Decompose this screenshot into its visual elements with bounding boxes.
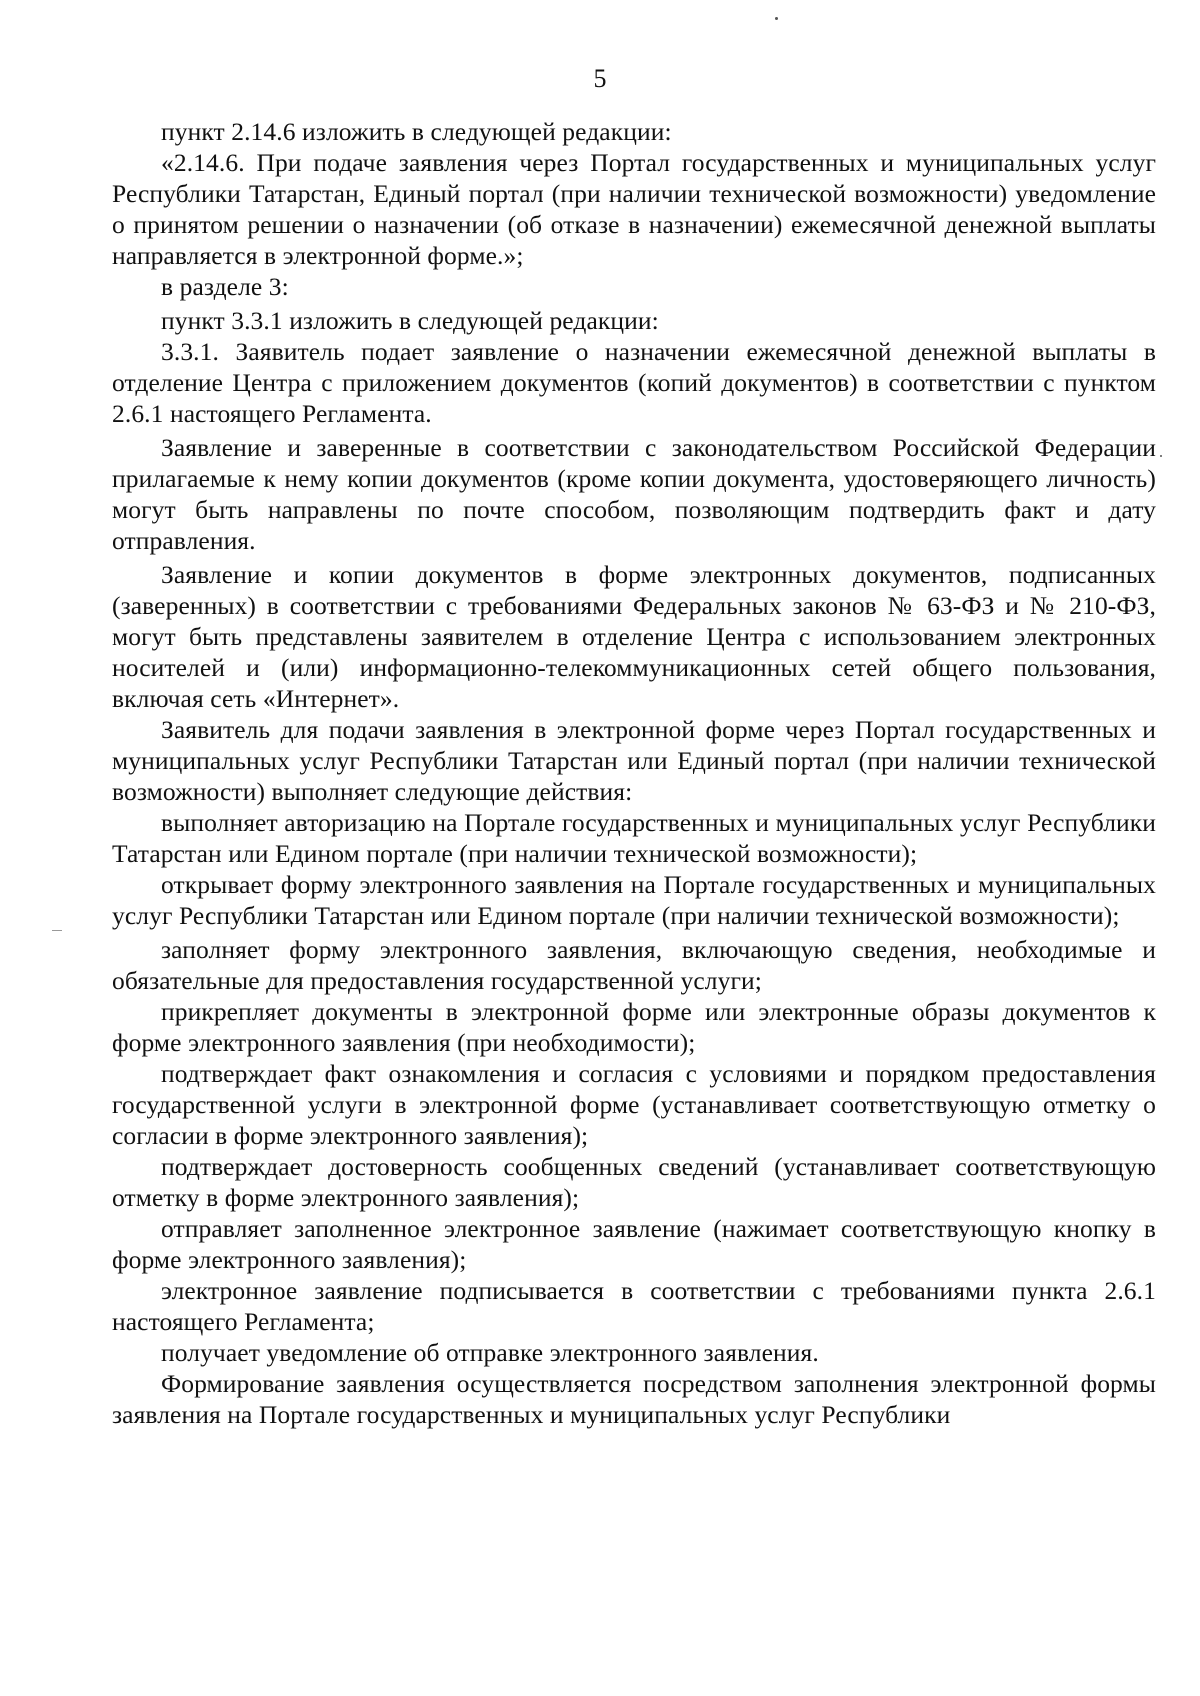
paragraph: пункт 3.3.1 изложить в следующей редакции: xyxy=(161,306,659,335)
paragraph: пункт 2.14.6 изложить в следующей редакции: xyxy=(161,117,672,146)
scan-speck xyxy=(775,17,778,20)
paragraph: Формирование заявления осуществляется посредством заполнения электронной формы заявления на Портале государственных и муниципальных услуг Республики xyxy=(112,1369,1156,1429)
paragraph: Заявление и заверенные в соответствии с законодательством Российской Федерации прилагаемые к нему копии документов (кроме копии документа, удостоверяющего личность) могут быть направлены по почте способом, позволяющим подтвердить факт и дату отправления. xyxy=(112,433,1156,555)
paragraph: Заявление и копии документов в форме электронных документов, подписанных (заверенных) в соответствии с требованиями Федеральных законов № 63-ФЗ и № 210-ФЗ, могут быть представлены заявителем в отделение Центра с использованием электронных носителей и (или) информационно-телекоммуникационных сетей общего пользования, включая сеть «Интернет». xyxy=(112,560,1156,713)
document-body xyxy=(112,116,1156,1430)
paragraph: в разделе 3: xyxy=(161,272,289,301)
list-item: получает уведомление об отправке электронного заявления. xyxy=(161,1338,819,1367)
paragraph: 3.3.1. Заявитель подает заявление о назначении ежемесячной денежной выплаты в отделение Центра с приложением документов (копий документов) в соответствии с пунктом 2.6.1 настоящего Регламента. xyxy=(112,337,1156,428)
list-item: прикрепляет документы в электронной форме или электронные образы документов к форме электронного заявления (при необходимости); xyxy=(112,997,1156,1057)
page-number: 5 xyxy=(593,64,607,93)
list-item: открывает форму электронного заявления на Портале государственных и муниципальных услуг Республики Татарстан или Едином портале (при наличии технической возможности); xyxy=(112,870,1156,930)
list-item: электронное заявление подписывается в соответствии с требованиями пункта 2.6.1 настоящего Регламента; xyxy=(112,1276,1156,1336)
paragraph: «2.14.6. При подаче заявления через Портал государственных и муниципальных услуг Республики Татарстан, Единый портал (при наличии технической возможности) уведомление о принятом решении о назначении (об отказе в назначении) ежемесячной денежной выплаты направляется в электронной форме.»; xyxy=(112,148,1156,270)
list-item: отправляет заполненное электронное заявление (нажимает соответствующую кнопку в форме электронного заявления); xyxy=(112,1214,1156,1274)
list-item: подтверждает факт ознакомления и согласия с условиями и порядком предоставления государственной услуги в электронной форме (устанавливает соответствующую отметку о согласии в форме электронного заявления); xyxy=(112,1059,1156,1150)
list-item: подтверждает достоверность сообщенных сведений (устанавливает соответствующую отметку в форме электронного заявления); xyxy=(112,1152,1156,1212)
list-item: выполняет авторизацию на Портале государственных и муниципальных услуг Республики Татарстан или Едином портале (при наличии технической возможности); xyxy=(112,808,1156,868)
scan-speck xyxy=(52,930,62,931)
list-item: заполняет форму электронного заявления, включающую сведения, необходимые и обязательные для предоставления государственной услуги; xyxy=(112,935,1156,995)
paragraph: Заявитель для подачи заявления в электронной форме через Портал государственных и муниципальных услуг Республики Татарстан или Единый портал (при наличии технической возможности) выполняет следующие действия: xyxy=(112,715,1156,806)
scan-speck xyxy=(1160,455,1162,457)
